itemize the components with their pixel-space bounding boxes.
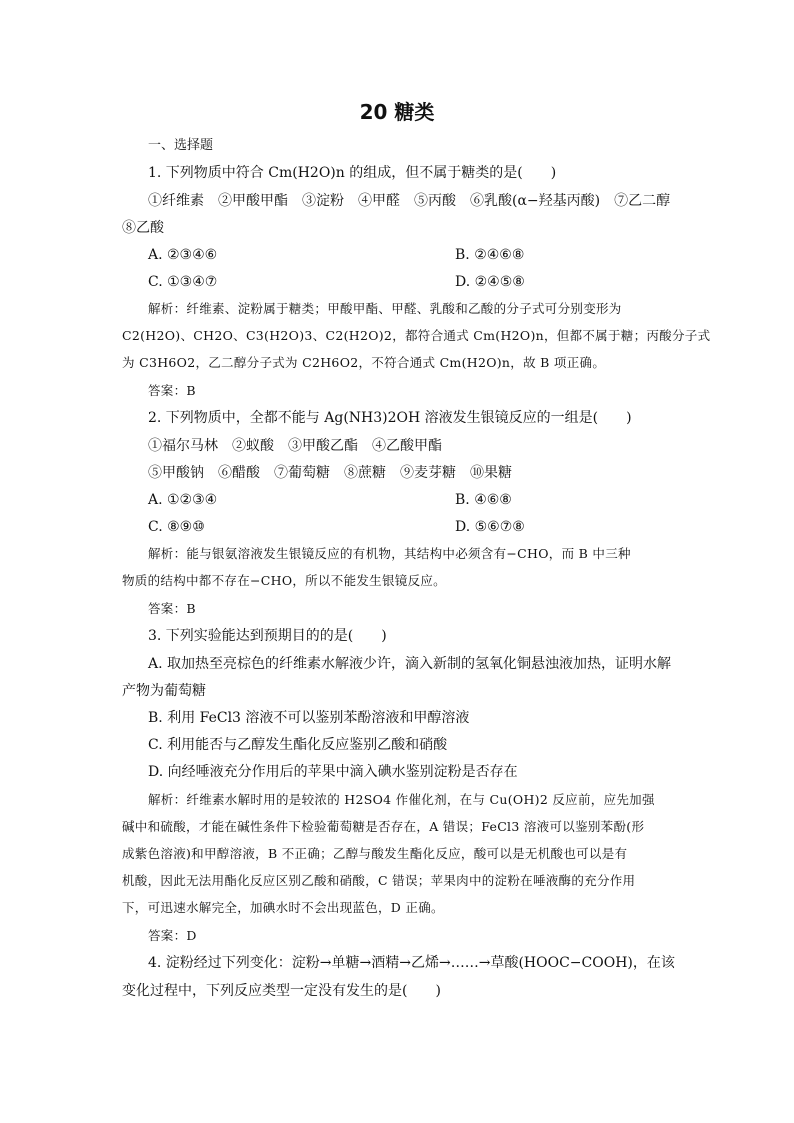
q3-option-b: B. 利用 FeCl3 溶液不可以鉴别苯酚溶液和甲醇溶液 (148, 710, 470, 726)
q2-items-line1: ①福尔马林 ②蚁酸 ③甲酸乙酯 ④乙酸甲酯 (148, 438, 442, 454)
q3-option-a-line2: 产物为葡萄糖 (122, 683, 206, 699)
q3-stem: 3. 下列实验能达到预期目的的是( ) (148, 628, 387, 644)
q2-option-b: B. ④⑥⑧ (455, 492, 512, 508)
q3-option-d: D. 向经唾液充分作用后的苹果中滴入碘水鉴别淀粉是否存在 (148, 764, 518, 780)
q1-explanation-line2: C2(H2O)、CH2O、C3(H2O)3、C2(H2O)2，都符合通式 Cm(H2O)n，但都不属于糖；丙酸分子式 (122, 328, 711, 343)
page-title: 20 糖类 (359, 100, 435, 124)
q1-option-a: A. ②③④⑥ (148, 247, 218, 263)
q1-option-d: D. ②④⑤⑧ (455, 274, 525, 290)
q3-option-a-line1: A. 取加热至亮棕色的纤维素水解液少许，滴入新制的氢氧化铜悬浊液加热，证明水解 (148, 656, 672, 672)
q3-explanation-line1: 解析：纤维素水解时用的是较浓的 H2SO4 作催化剂，在与 Cu(OH)2 反应前，应先加强 (148, 792, 655, 807)
q3-answer: 答案：D (148, 928, 197, 943)
q1-explanation-line1: 解析：纤维素、淀粉属于糖类；甲酸甲酯、甲醛、乳酸和乙酸的分子式可分别变形为 (148, 301, 622, 316)
q3-explanation-line5: 下，可迅速水解完全，加碘水时不会出现蓝色，D 正确。 (122, 900, 444, 915)
q1-items-line2: ⑧乙酸 (122, 220, 164, 236)
q2-option-d: D. ⑤⑥⑦⑧ (455, 519, 525, 535)
section-heading: 一、选择题 (148, 138, 214, 153)
q2-answer: 答案：B (148, 601, 196, 616)
q1-option-c: C. ①③④⑦ (148, 274, 218, 290)
q2-stem: 2. 下列物质中，全都不能与 Ag(NH3)2OH 溶液发生银镜反应的一组是( ) (148, 410, 632, 426)
q3-option-c: C. 利用能否与乙醇发生酯化反应鉴别乙酸和硝酸 (148, 737, 448, 753)
q3-explanation-line4: 机酸，因此无法用酯化反应区别乙酸和硝酸，C 错误；苹果肉中的淀粉在唾液酶的充分作用 (122, 873, 636, 888)
q2-explanation-line1: 解析：能与银氨溶液发生银镜反应的有机物，其结构中必须含有−CHO，而 B 中三种 (148, 546, 631, 561)
q4-stem-line1: 4. 淀粉经过下列变化：淀粉→单糖→酒精→乙烯→……→草酸(HOOC−COOH)，在该 (148, 955, 675, 971)
q2-option-c: C. ⑧⑨⑩ (148, 519, 205, 535)
q4-stem-line2: 变化过程中，下列反应类型一定没有发生的是( ) (122, 983, 441, 999)
q3-explanation-line3: 成紫色溶液)和甲醇溶液，B 不正确；乙醇与酸发生酯化反应，酸可以是无机酸也可以是有 (122, 846, 628, 861)
q2-option-a: A. ①②③④ (148, 492, 218, 508)
q3-explanation-line2: 碱中和硫酸，才能在碱性条件下检验葡萄糖是否存在，A 错误；FeCl3 溶液可以鉴别苯酚(形 (122, 819, 645, 834)
q1-option-b: B. ②④⑥⑧ (455, 247, 525, 263)
q1-items-line1: ①纤维素 ②甲酸甲酯 ③淀粉 ④甲醛 ⑤丙酸 ⑥乳酸(α−羟基丙酸) ⑦乙二醇 (148, 193, 671, 209)
q1-answer: 答案：B (148, 383, 196, 398)
q2-explanation-line2: 物质的结构中都不存在−CHO，所以不能发生银镜反应。 (122, 573, 446, 588)
q1-explanation-line3: 为 C3H6O2，乙二醇分子式为 C2H6O2，不符合通式 Cm(H2O)n，故 B 项正确。 (122, 355, 606, 370)
q1-stem: 1. 下列物质中符合 Cm(H2O)n 的组成，但不属于糖类的是( ) (148, 165, 557, 181)
q2-items-line2: ⑤甲酸钠 ⑥醋酸 ⑦葡萄糖 ⑧蔗糖 ⑨麦芽糖 ⑩果糖 (148, 465, 512, 481)
